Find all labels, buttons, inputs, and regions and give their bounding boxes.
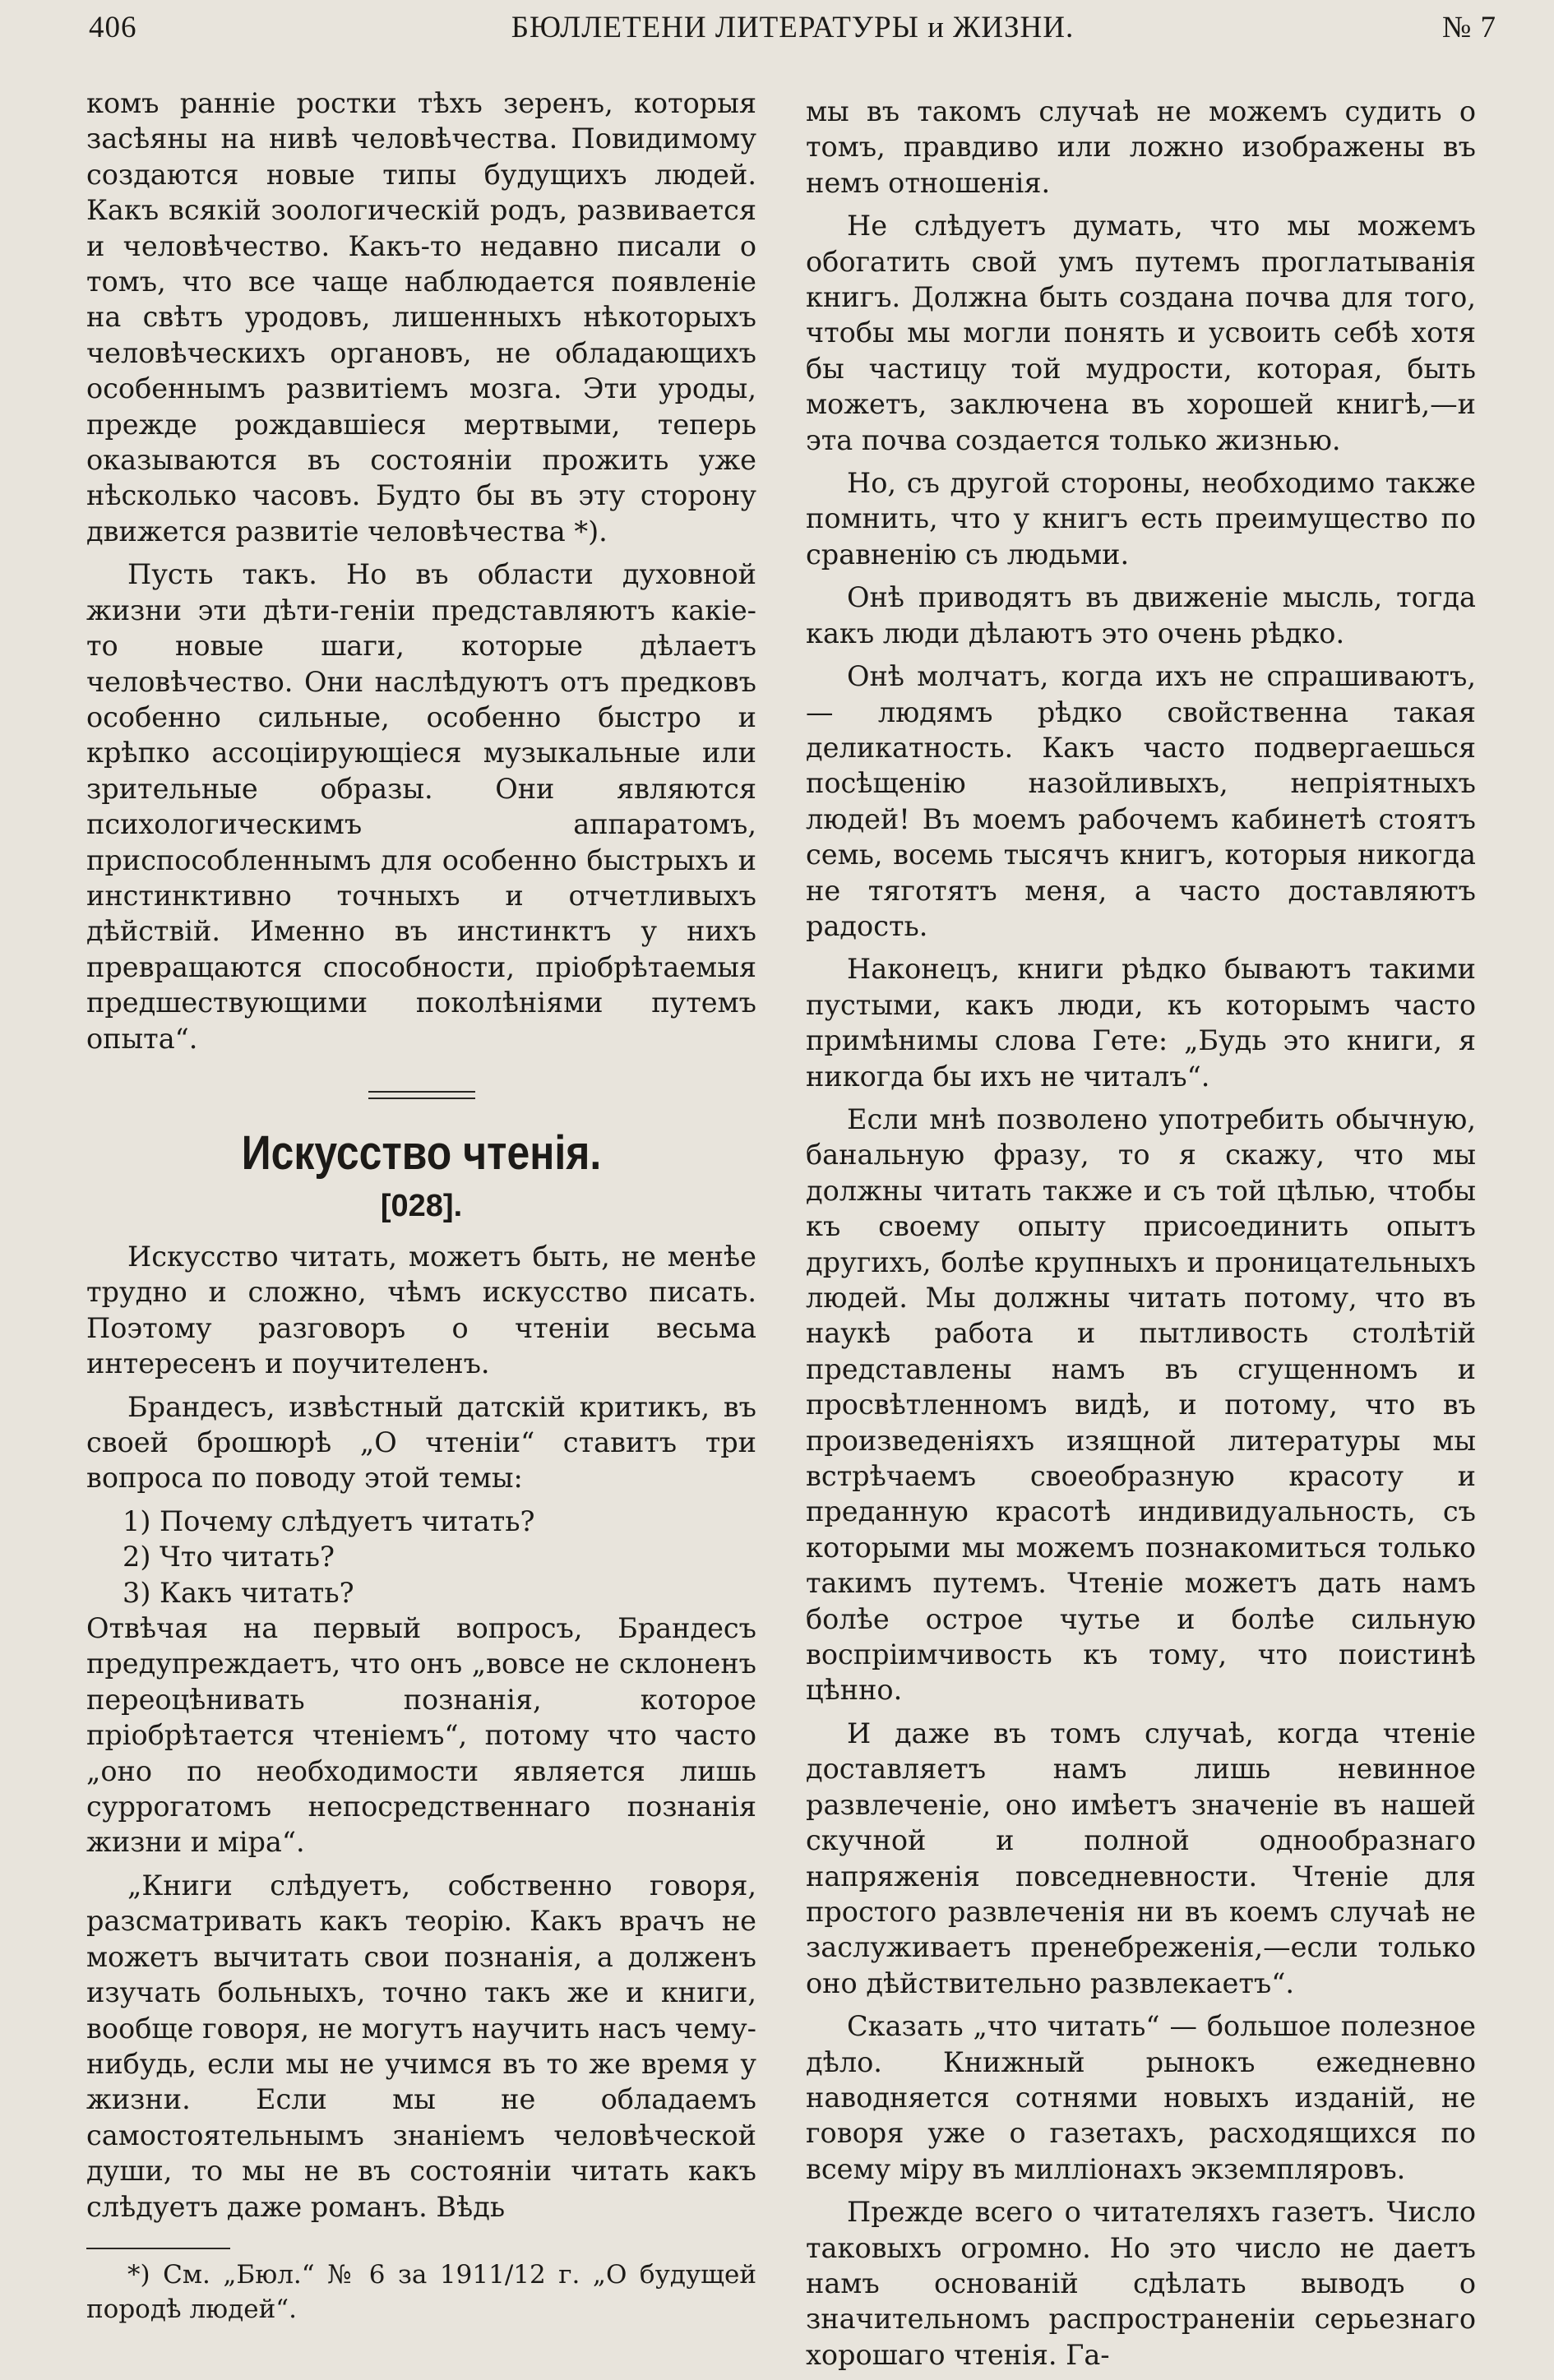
paragraph: Онѣ приводятъ въ движеніе мысль, тогда какъ люди дѣлаютъ это очень рѣдко. (806, 581, 1476, 649)
footnote-rule (86, 2248, 230, 2249)
article-title: Искусство чтенія. (241, 1125, 602, 1180)
paragraph: Онѣ молчатъ, когда ихъ не спрашиваютъ,— людямъ рѣдко свойственна такая деликатность. Какъ часто подвергаешься посѣщенію назойливыхъ, непріятныхъ людей! Въ моемъ рабочемъ кабинетѣ стоятъ семь, восемь тысячъ книгъ, которыя никогда не тяготятъ меня, а часто доставляютъ радость. (806, 660, 1476, 942)
question-item: 2) Что читать? (123, 1541, 335, 1574)
running-title: БЮЛЛЕТЕНИ ЛИТЕРАТУРЫ и ЖИЗНИ. (511, 11, 1075, 44)
paragraph: Не слѣдуетъ думать, что мы можемъ обогатить свой умъ путемъ проглатыванія книгъ. Должна быть создана почва для того, чтобы мы могли понять и усвоить себѣ хотя бы частицу той мудрости, которая, быть можетъ, заключена въ хорошей книгѣ,—и эта почва создается только жизнью. (806, 210, 1476, 456)
page-header (89, 10, 1496, 59)
paragraph: И даже въ томъ случаѣ, когда чтеніе доставляетъ намъ лишь невинное развлеченіе, оно имѣетъ значеніе въ нашей скучной и полной однообразнаго напряженія повседневности. Чтеніе для простого развлеченія ни въ коемъ случаѣ не заслуживаетъ пренебреженія,—если только оно дѣйствительно развлекаетъ“. (806, 1717, 1476, 1999)
paragraph: Сказать „что читать“ — большое полезное дѣло. Книжный рынокъ ежедневно наводняется сотнями новыхъ изданій, не говоря уже о газетахъ, расходящихся по всему міру въ милліонахъ экземпляровъ. (806, 2010, 1476, 2185)
right-column (806, 94, 1476, 2380)
paragraph: Брандесъ, извѣстный датскій критикъ, въ своей брошюрѣ „О чтеніи“ ставитъ три вопроса по поводу этой темы: (86, 1390, 756, 1495)
left-column (86, 85, 756, 2334)
paragraph: Но, съ другой стороны, необходимо также помнить, что у книгъ есть преимущество по сравненію съ людьми. (806, 467, 1476, 571)
paragraph: Искусство читать, можетъ быть, не менѣе трудно и сложно, чѣмъ искусство писать. Поэтому разговоръ о чтеніи весьма интересенъ и поучителенъ. (86, 1240, 756, 1380)
footnote: *) См. „Бюл.“ № 6 за 1911/12 г. „О будущей породѣ людей“. (86, 2259, 756, 2324)
paragraph: мы въ такомъ случаѣ не можемъ судить о томъ, правдиво или ложно изображены въ немъ отношенія. (806, 95, 1476, 199)
paragraph: Пусть такъ. Но въ области духовной жизни эти дѣти-геніи представляютъ какіе-то новые шаги, которые дѣлаетъ человѣчество. Они наслѣдуютъ отъ предковъ особенно сильные, особенно быстро и крѣпко ассоціирующіеся музыкальные или зрительные образы. Они являются психологическимъ аппаратомъ, приспособленнымъ для особенно быстрыхъ и инстинктивно точныхъ и отчетливыхъ дѣйствій. Именно въ инстинктъ у нихъ превращаются способности, пріобрѣтаемыя предшествующими поколѣніями путемъ опыта“. (86, 558, 756, 1055)
paragraph: Наконецъ, книги рѣдко бываютъ такими пустыми, какъ люди, къ которымъ часто примѣнимы слова Гете: „Будь это книги, я никогда бы ихъ не читалъ“. (806, 953, 1476, 1093)
question-item: 1) Почему слѣдуетъ читать? (123, 1504, 535, 1537)
page-number: 406 (89, 11, 137, 44)
paragraph: Если мнѣ позволено употребить обычную, банальную фразу, то я скажу, что мы должны читать также и съ той цѣлью, чтобы къ своему опыту присоединить опытъ другихъ, болѣе крупныхъ и проницательныхъ людей. Мы должны читать потому, что въ наукѣ работа и пытливость столѣтій представлены намъ въ сгущенномъ и просвѣтленномъ видѣ, и потому, что въ произведеніяхъ изящной литературы мы встрѣчаемъ своеобразную красоту и преданную красотѣ индивидуальность, съ которыми мы можемъ познакомиться только такимъ путемъ. Чтеніе можетъ дать намъ болѣе острое чутье и болѣе сильную воспріимчивость къ тому, что поистинѣ цѣнно. (806, 1102, 1476, 1707)
section-ornament (368, 1091, 475, 1099)
paragraph: Прежде всего о читателяхъ газетъ. Число таковыхъ огромно. Но это число не даетъ намъ основаній сдѣлать выводъ о значительномъ распространеніи серьезнаго хорошаго чтенія. Га- (806, 2196, 1476, 2371)
question-item: 3) Какъ читать? (123, 1576, 354, 1609)
paragraph: Отвѣчая на первый вопросъ, Брандесъ предупреждаетъ, что онъ „вовсе не склоненъ переоцѣнивать познанія, которое пріобрѣтается чтеніемъ“, потому что часто „оно по необходимости является лишь суррогатомъ непосредственнаго познанія жизни и міра“. (86, 1612, 756, 1859)
paragraph: „Книги слѣдуетъ, собственно говоря, разсматривать какъ теорію. Какъ врачъ не можетъ вычитать свои познанія, а долженъ изучать больныхъ, точно такъ же и книги, вообще говоря, не могутъ научить насъ чему-нибудь, если мы не учимся въ то же время у жизни. Если мы не обладаемъ самостоятельнымъ знаніемъ человѣческой души, то мы не въ состояніи читать какъ слѣдуетъ даже романъ. Вѣдь (86, 1869, 756, 2223)
article-code: [028]. (380, 1188, 463, 1223)
issue-number: № 7 (1441, 11, 1496, 44)
paragraph: комъ ранніе ростки тѣхъ зеренъ, которыя засѣяны на нивѣ человѣчества. Повидимому создаются новые типы будущихъ людей. Какъ всякій зоологическій родъ, развивается и человѣчество. Какъ-то недавно писали о томъ, что все чаще наблюдается появленіе на свѣтъ уродовъ, лишенныхъ нѣкоторыхъ человѣческихъ органовъ, не обладающихъ особеннымъ развитіемъ мозга. Эти уроды, прежде рождавшіеся мертвыми, теперь оказываются въ состояніи прожить уже нѣсколько часовъ. Будто бы въ эту сторону движется развитіе человѣчества *). (86, 87, 756, 548)
